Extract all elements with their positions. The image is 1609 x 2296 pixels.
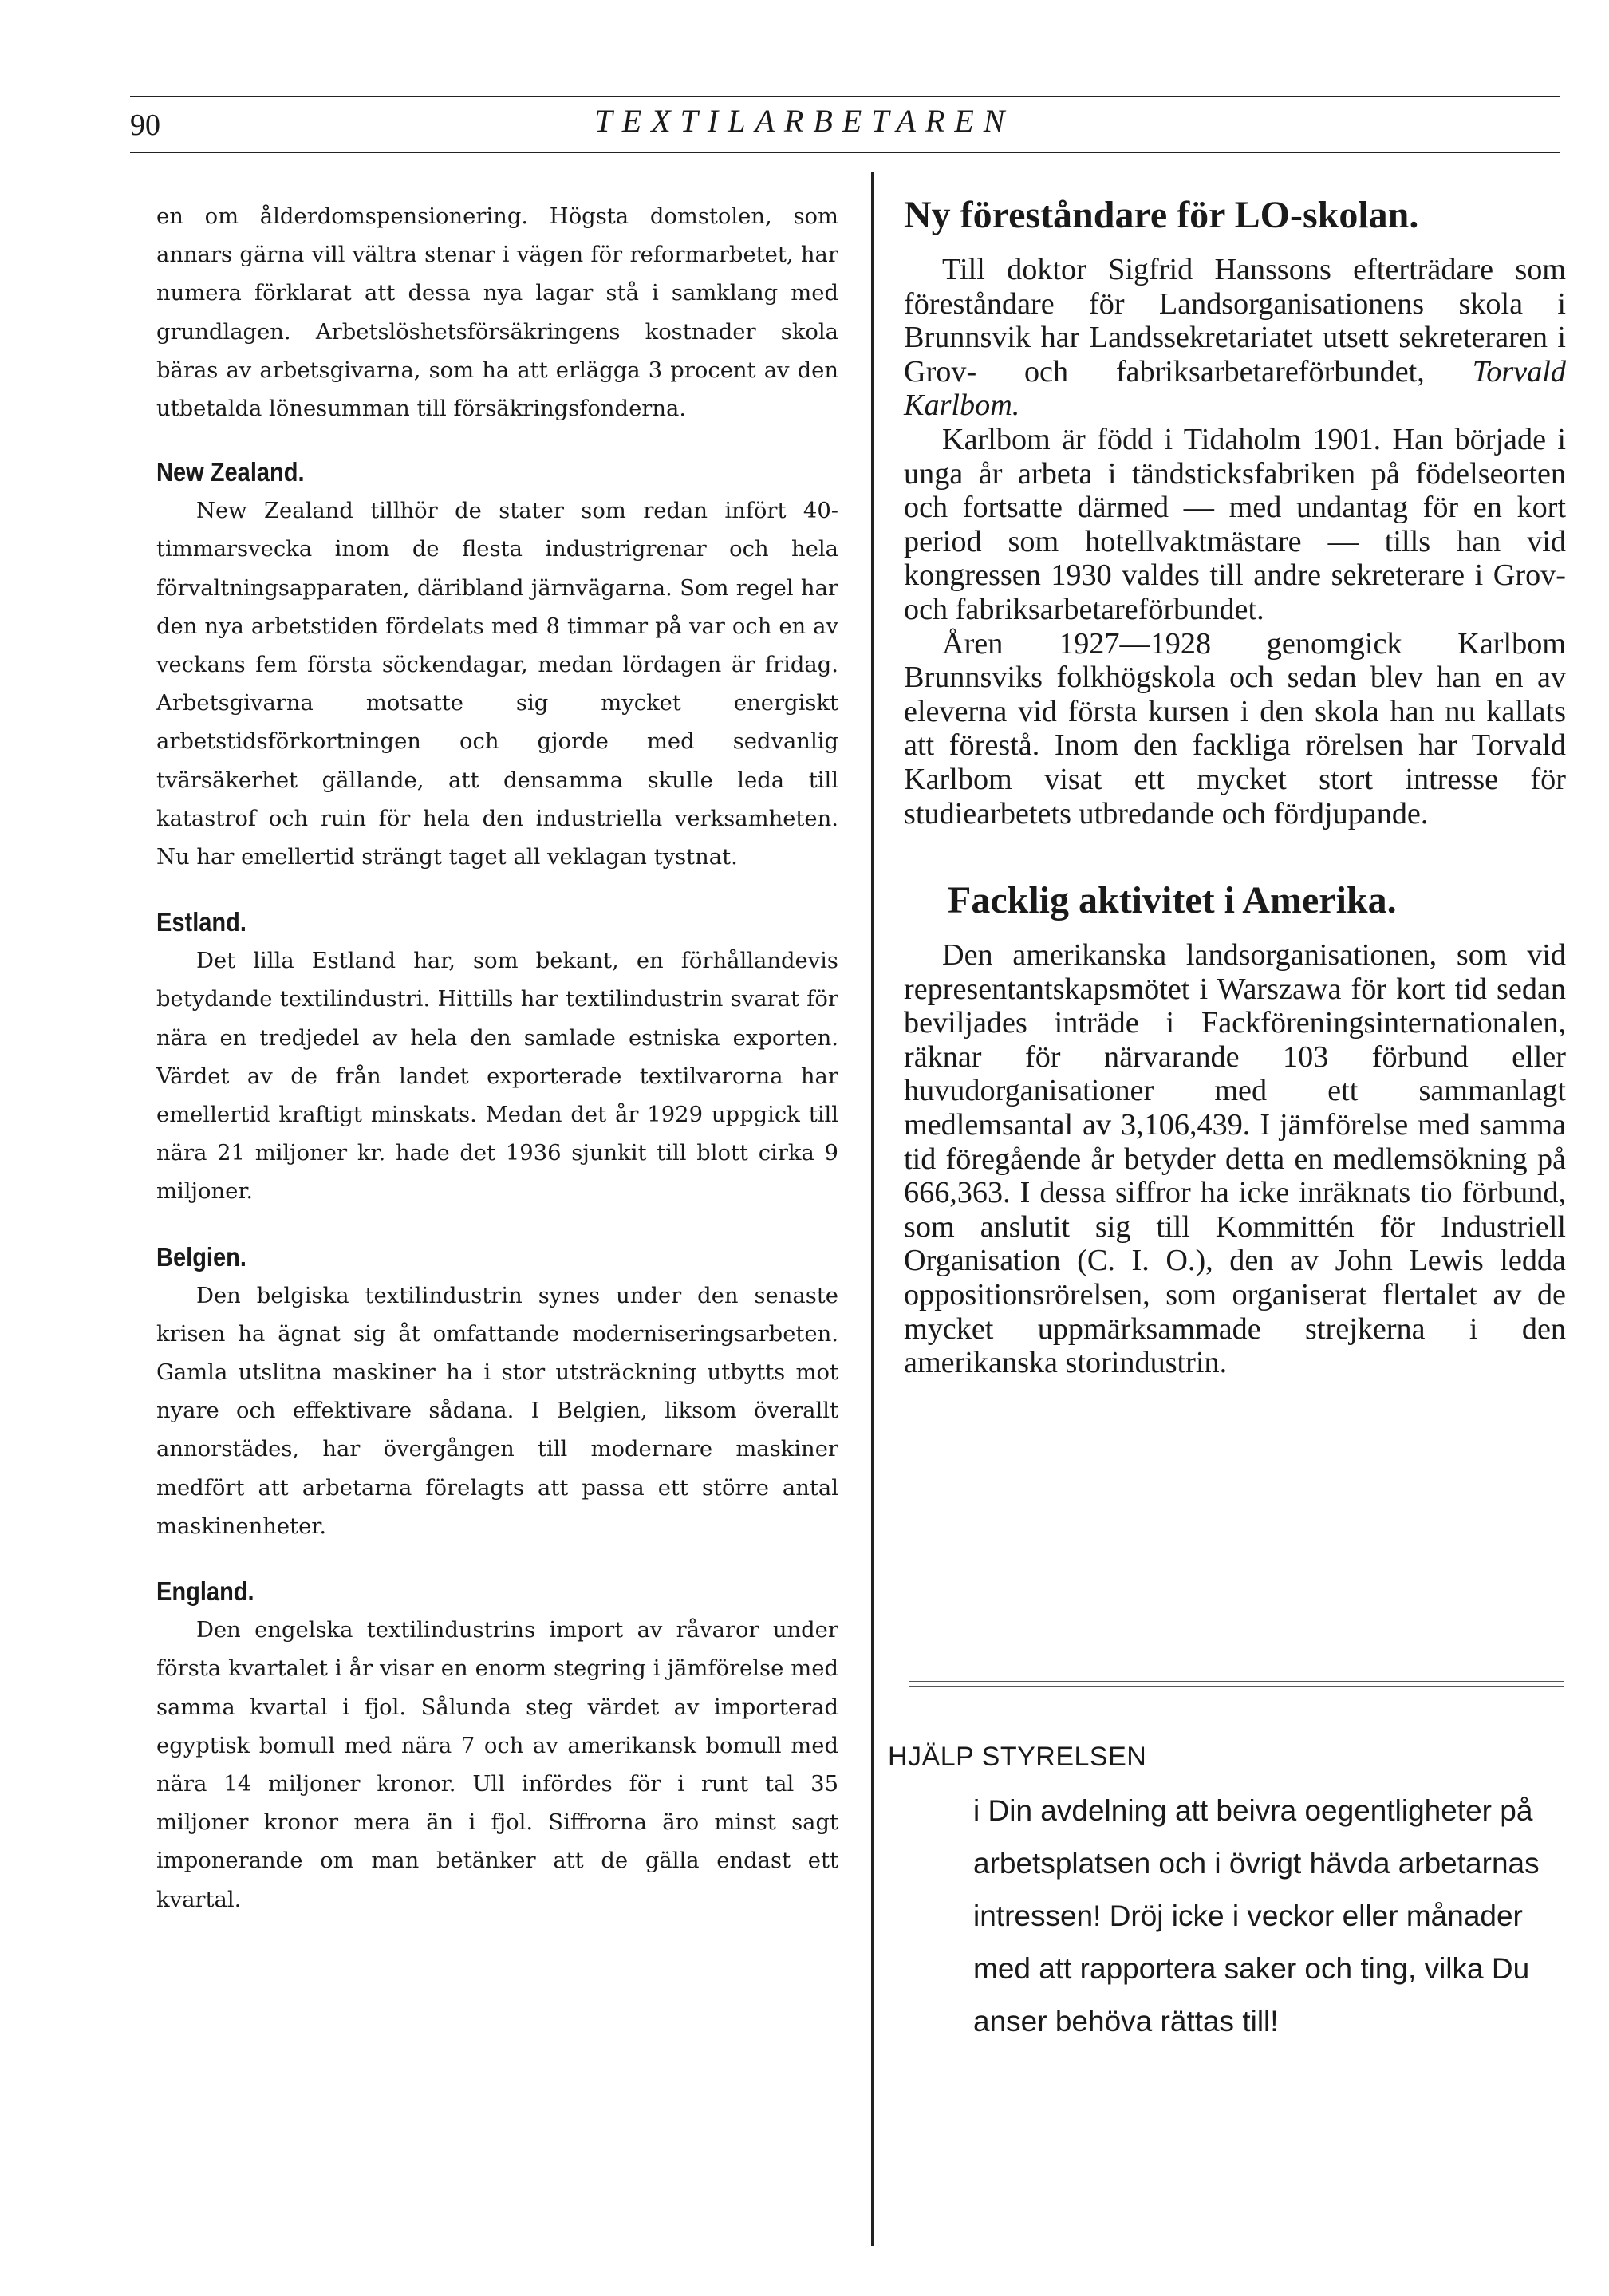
article-heading-lo-skolan: Ny föreståndare för LO-skolan. (904, 194, 1419, 236)
header-bottom-rule (130, 152, 1560, 153)
section-heading-england: England. (156, 1576, 254, 1607)
page-number: 90 (130, 108, 160, 142)
article-lo-paragraph-2: Karlbom är född i Tidaholm 1901. Han började i unga år arbeta i tändsticksfabriken på födelseorten och fortsatte därmed — med undantag för en kort period som hotellvaktmästare — tills han vid kongressen 1930 valdes till andre sekreterare i Grov- och fabriksarbetareförbundet. (904, 422, 1566, 626)
article-lo-p1-name: Torvald Karlbom. (904, 354, 1566, 423)
section-heading-belgien: Belgien. (156, 1241, 246, 1272)
section-heading-new-zealand: New Zealand. (156, 457, 305, 487)
article-lo-paragraph-1 (904, 253, 1566, 423)
notice-body: i Din avdelning att beivra oegentligheter på arbetsplatsen och i övrigt hävda arbetarnas intressen! Dröj icke i veckor eller månader med att rapportera saker och ting, vilka Du anser behöva rättas till! (973, 1794, 1540, 2038)
publication-title: TEXTILARBETAREN (594, 103, 1015, 139)
right-column (904, 193, 1566, 1380)
article-lo-p1-text: Till doktor Sigfrid Hanssons efterträdare som föreståndare för Landsorganisationens skola i Brunnsvik har Landssekretariatet utsett sekreteraren i Grov- och fabriksarbetareförbundet, (904, 253, 1566, 389)
left-column (156, 198, 838, 1919)
section-heading-estland: Estland. (156, 907, 246, 937)
notice-separator-rule (909, 1681, 1564, 1687)
notice-title: HJÄLP STYRELSEN (888, 1742, 1147, 1772)
article-lo-paragraph-3: Åren 1927—1928 genomgick Karlbom Brunnsviks folkhögskola och sedan blev han en av eleverna vid första kursen i den skola han nu kallats att förestå. Inom den fackliga rörelsen har Torvald Karlbom visat ett mycket stort intresse för studiearbetets utbredande och fördjupande. (904, 626, 1566, 830)
article-heading-amerika: Facklig aktivitet i Amerika. (948, 879, 1397, 922)
section-text-england: Den engelska textilindustrins import av råvaror under första kvartalet i år visar en enorm stegring i jämförelse med samma kvartal i fjol. Sålunda steg värdet av importerad egyptisk bomull med nära 7 och av amerikansk bomull med nära 14 miljoner kronor. Ull infördes för i runt tal 35 miljoner kronor mera än i fjol. Siffrorna äro minst sagt imponerande om man betänker att de gälla endast ett kvartal. (156, 1618, 838, 1912)
intro-paragraph: en om ålderdomspensionering. Högsta domstolen, som annars gärna vill vältra stenar i vägen för reformarbetet, har numera förklarat att dessa nya lagar stå i samklang med grundlagen. Arbetslöshetsförsäkringens kostnader skola bäras av arbetsgivarna, som ha att erlägga 3 procent av den utbetalda lönesumman till försäkringsfonderna. (156, 204, 838, 422)
header-top-rule (130, 96, 1560, 97)
section-text-new-zealand: New Zealand tillhör de stater som redan infört 40-timmarsvecka inom de flesta industrigrenar och hela förvaltningsapparaten, däribland järnvägarna. Som regel har den nya arbetstiden fördelats med 8 timmar på var och en av veckans fem första söckendagar, medan lördagen är fridag. Arbetsgivarna motsatte sig mycket energiskt arbetstidsförkortningen och gjorde med sedvanlig tvärsäkerhet gällande, att densamma skulle leda till katastrof och ruin för hela den industriella verksamheten. Nu har emellertid strängt taget all veklagan tystnat. (156, 499, 838, 870)
section-text-belgien: Den belgiska textilindustrin synes under den senaste krisen ha ägnat sig åt omfattande moderniseringsarbeten. Gamla utslitna maskiner ha i stor utsträckning utbytts mot nyare och effektivare sådana. I Belgien, liksom överallt annorstädes, har övergången till modernare maskiner medfört att arbetarna förelagts att passa ett större antal maskinenheter. (156, 1283, 838, 1539)
section-text-estland: Det lilla Estland har, som bekant, en förhållandevis betydande textilindustri. Hittills har textilindustrin svarat för nära en tredjedel av hela den samlade estniska exporten. Värdet av de från landet exporterade textilvarorna har emellertid kraftigt minskats. Medan det år 1929 uppgick till nära 21 miljoner kr. hade det 1936 sjunkit till blott cirka 9 miljoner. (156, 949, 838, 1205)
column-divider (871, 172, 874, 2246)
article-amerika-paragraph: Den amerikanska landsorganisationen, som vid representantskapsmötet i Warszawa för kort tid sedan beviljades inträde i Fackföreningsinternationalen, räknar för närvarande 103 förbund eller huvudorganisationer med ett sammanlagt medlemsantal av 3,106,439. I jämförelse med samma tid föregående år betyder detta en medlemsökning på 666,363. I dessa siffror ha icke inräknats tio förbund, som anslutit sig till Kommittén för Industriell Organisation (C. I. O.), den av John Lewis ledda oppositionsrörelsen, som organiserat flertalet av de mycket uppmärksammade strejkerna i den amerikanska storindustrin. (904, 938, 1566, 1380)
